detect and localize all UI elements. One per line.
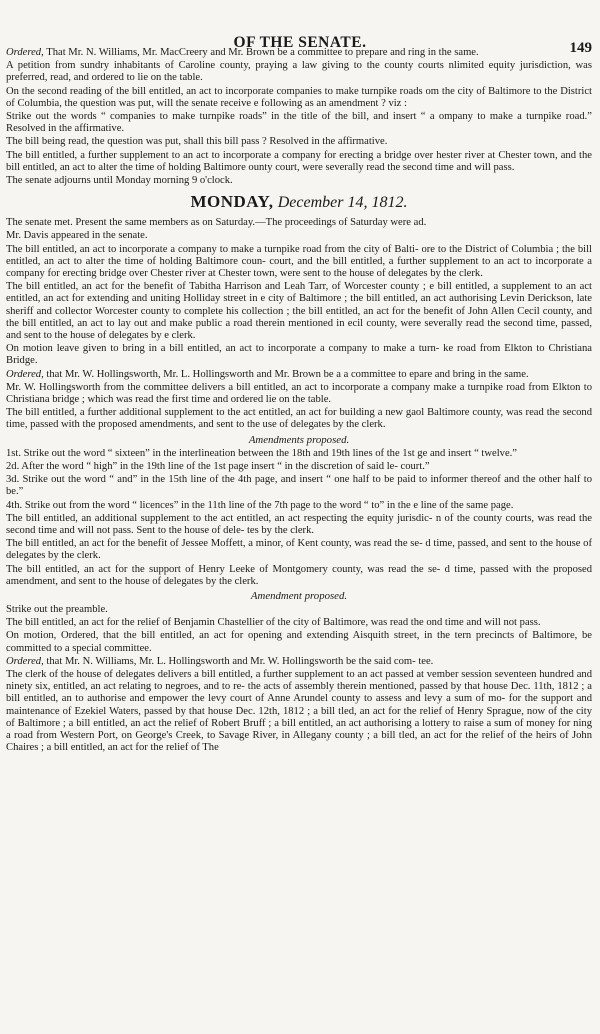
paragraph-text: The bill entitled, an act to incorporate a company to make a turnpike road from the city of Balti- ore to the District of Columbia ; the bill entitled, an act to alter the time of holding Baltimore coun- court, and the bill entitled, a further supplement to an act to incorporate a company for erecting bridge over Chester river at Chester town, were sent to the house of delegates by the clerk.	[6, 243, 592, 280]
paragraph-text: 3d. Strike out the word “ and” in the 15th line of the 4th page, and insert “ one half to be paid to informer thereof and the other half to be.”	[6, 474, 592, 498]
paragraph	[6, 230, 592, 242]
paragraph-text: that Mr. N. Williams, Mr. L. Hollingsworth and Mr. W. Hollingsworth be the said com- tee.	[43, 655, 434, 667]
paragraph-text: 4th. Strike out from the word “ licences” in the 11th line of the 7th page to the word “ to” in the e line of the same page.	[6, 499, 514, 511]
paragraph	[6, 461, 592, 473]
paragraph	[6, 538, 592, 562]
paragraph	[6, 382, 592, 406]
paragraph	[6, 564, 592, 588]
paragraph-text: Strike out the words “ companies to make turnpike roads” in the title of the bill, and insert “ a ompany to make a turnpike road.” Resolved in the affirmative.	[6, 111, 592, 135]
paragraph-text: On motion, Ordered, that the bill entitled, an act for opening and extending Aisquith street, in the tern precincts of Baltimore, be committed to a special committee.	[6, 630, 592, 654]
paragraph-lead: Ordered,	[6, 368, 44, 380]
paragraph-text: On motion leave given to bring in a bill entitled, an act to incorporate a company to make a turn- ke road from Elkton to Christiana Bridge.	[6, 343, 592, 367]
paragraph-text: The bill entitled, a further additional supplement to the act entitled, an act for building a new gaol Baltimore county, was read the second time, passed with the proposed amendments, and sent to the use of delegates by the clerk.	[6, 407, 592, 431]
paragraph	[6, 474, 592, 498]
paragraph-lead: Ordered,	[6, 47, 44, 58]
paragraph-text: that Mr. W. Hollingsworth, Mr. L. Hollingsworth and Mr. Brown be a a committee to epare and bring in the same.	[43, 368, 529, 380]
paragraph	[6, 86, 592, 110]
paragraph	[6, 111, 592, 135]
day-heading	[6, 191, 592, 214]
paragraph	[6, 630, 592, 654]
day-name: MONDAY,	[190, 192, 274, 212]
paragraph	[6, 669, 592, 754]
paragraph	[6, 604, 592, 616]
paragraph-text: The bill entitled, an act for the benefit of Tabitha Harrison and Leah Tarr, of Worcester county ; e bill entitled, a supplement to an act entitled, an act for extending and uniting Holliday street in e city of Baltimore ; the bill entitled, an act authorising Levin Derickson, late sheriff and collector Worcester county to complete his collection ; the bill entitled, an act for the benefit of John Allen Cecil county, and the bill entitled, an act to lay out and make public a road therein mentioned in ecil county, were severally read the second time, passed, and sent to the house of delegates by e clerk.	[6, 281, 592, 342]
paragraph-text: Mr. Davis appeared in the senate.	[6, 230, 148, 242]
paragraph-lead: Ordered,	[6, 655, 44, 667]
paragraph-text: Mr. W. Hollingsworth from the committee delivers a bill entitled, an act to incorporate a company make a turnpike road from Elkton to Christiana bridge ; which was read the first time and ordered lie on the table.	[6, 381, 592, 406]
paragraph	[6, 175, 592, 187]
paragraph-text: The bill entitled, a further supplement to an act to incorporate a company for erecting a bridge over hester river at Chester town, and the bill entitled, an act to alter the time of holding Baltimore ounty court, were severally read the second time and will pass.	[6, 149, 592, 173]
paragraph	[6, 513, 592, 537]
paragraph-text: The bill entitled, an act for the benefit of Jessee Moffett, a minor, of Kent county, was read the se- d time, passed, and sent to the house of delegates by the clerk.	[6, 538, 592, 562]
paragraph-text: 1st. Strike out the word “ sixteen” in the interlineation between the 18th and 19th lines of the 1st ge and insert “ twelve.”	[6, 447, 518, 459]
paragraph-text: That Mr. N. Williams, Mr. MacCreery and Mr. Brown be a committee to prepare and ring in the same.	[43, 47, 479, 58]
paragraph-text: The bill entitled, an additional supplement to the act entitled, an act respecting the equity jurisdic- n of the county courts, was read the second time and will not pass. Sent to the house of dele- tes by the clerk.	[6, 512, 592, 536]
paragraph-text: The clerk of the house of delegates delivers a bill entitled, a further supplement to an act passed at vember session seventeen hundred and ninety six, entitled, an act relating to negroes, and to re- the acts of assembly therein mentioned, passed by that house Dec. 11th, 1812 ; a bill entitled, an to authorise and empower the levy court of Anne Arundel county to assess and levy a sum of mo- for the support and maintenance of Ezekiel Waters, passed by that house Dec. 12th, 1812 ; a bill tled, an act for the relief of Henry Sprague, now of the city of Baltimore ; a bill entitled, an act the relief of Robert Bruff ; a bill entitled, an act authorising a lottery to raise a sum of money for ning a road from Western Port, on George's Creek, to Savage River, in Allegany county ; a bill tled, an act for the relief of the heirs of John Chaires ; a bill entitled, an act for the relief of The	[6, 668, 592, 754]
paragraph-text: Strike out the preamble.	[6, 603, 108, 615]
page-number: 149	[569, 40, 592, 56]
paragraph	[6, 136, 592, 148]
paragraph	[6, 448, 592, 460]
paragraph-text: The senate met. Present the same members as on Saturday.—The proceedings of Saturday were ad.	[6, 217, 427, 229]
paragraph-text: The senate adjourns until Monday morning 9 o'clock.	[6, 175, 233, 187]
paragraph	[6, 281, 592, 342]
page-body	[0, 47, 600, 754]
section-amendments	[6, 448, 592, 588]
paragraph	[6, 369, 592, 381]
section-bottom	[6, 604, 592, 754]
paragraph	[6, 407, 592, 431]
running-head: OF THE SENATE.	[233, 34, 367, 51]
day-date: December 14, 1812.	[277, 194, 408, 212]
paragraph	[6, 656, 592, 668]
paragraph-text: A petition from sundry inhabitants of Caroline county, praying a law giving to the county courts nlimited equity jurisdiction, was preferred, read, and ordered to lie on the table.	[6, 60, 592, 84]
paragraph-text: The bill being read, the question was put, shall this bill pass ? Resolved in the affirmative.	[6, 136, 388, 148]
paragraph	[6, 343, 592, 367]
amendments-heading: Amendments proposed.	[248, 433, 350, 446]
paragraph-text: The bill entitled, an act for the support of Henry Leeke of Montgomery county, was read the se- d time, passed with the proposed amendment, and sent to the house of delegates by the clerk.	[6, 563, 592, 587]
paragraph	[6, 60, 592, 84]
paragraph	[6, 150, 592, 174]
paragraph	[6, 500, 592, 512]
paragraph-text: The bill entitled, an act for the relief of Benjamin Chastellier of the city of Baltimore, was read the ond time and will not pass.	[6, 617, 541, 629]
paragraph	[6, 217, 592, 229]
section-top	[6, 47, 592, 187]
paragraph	[6, 244, 592, 281]
paragraph-text: 2d. After the word “ high” in the 19th line of the 1st page insert “ in the discretion of said le- court.”	[6, 460, 430, 472]
paragraph	[6, 617, 592, 629]
paragraph-text: On the second reading of the bill entitled, an act to incorporate companies to make turnpike roads om the city of Baltimore to the District of Columbia, the question was put, will the senate receive e following as an amendment ? viz :	[6, 85, 592, 109]
section-mid	[6, 217, 592, 431]
amendment-heading: Amendment proposed.	[250, 589, 348, 602]
